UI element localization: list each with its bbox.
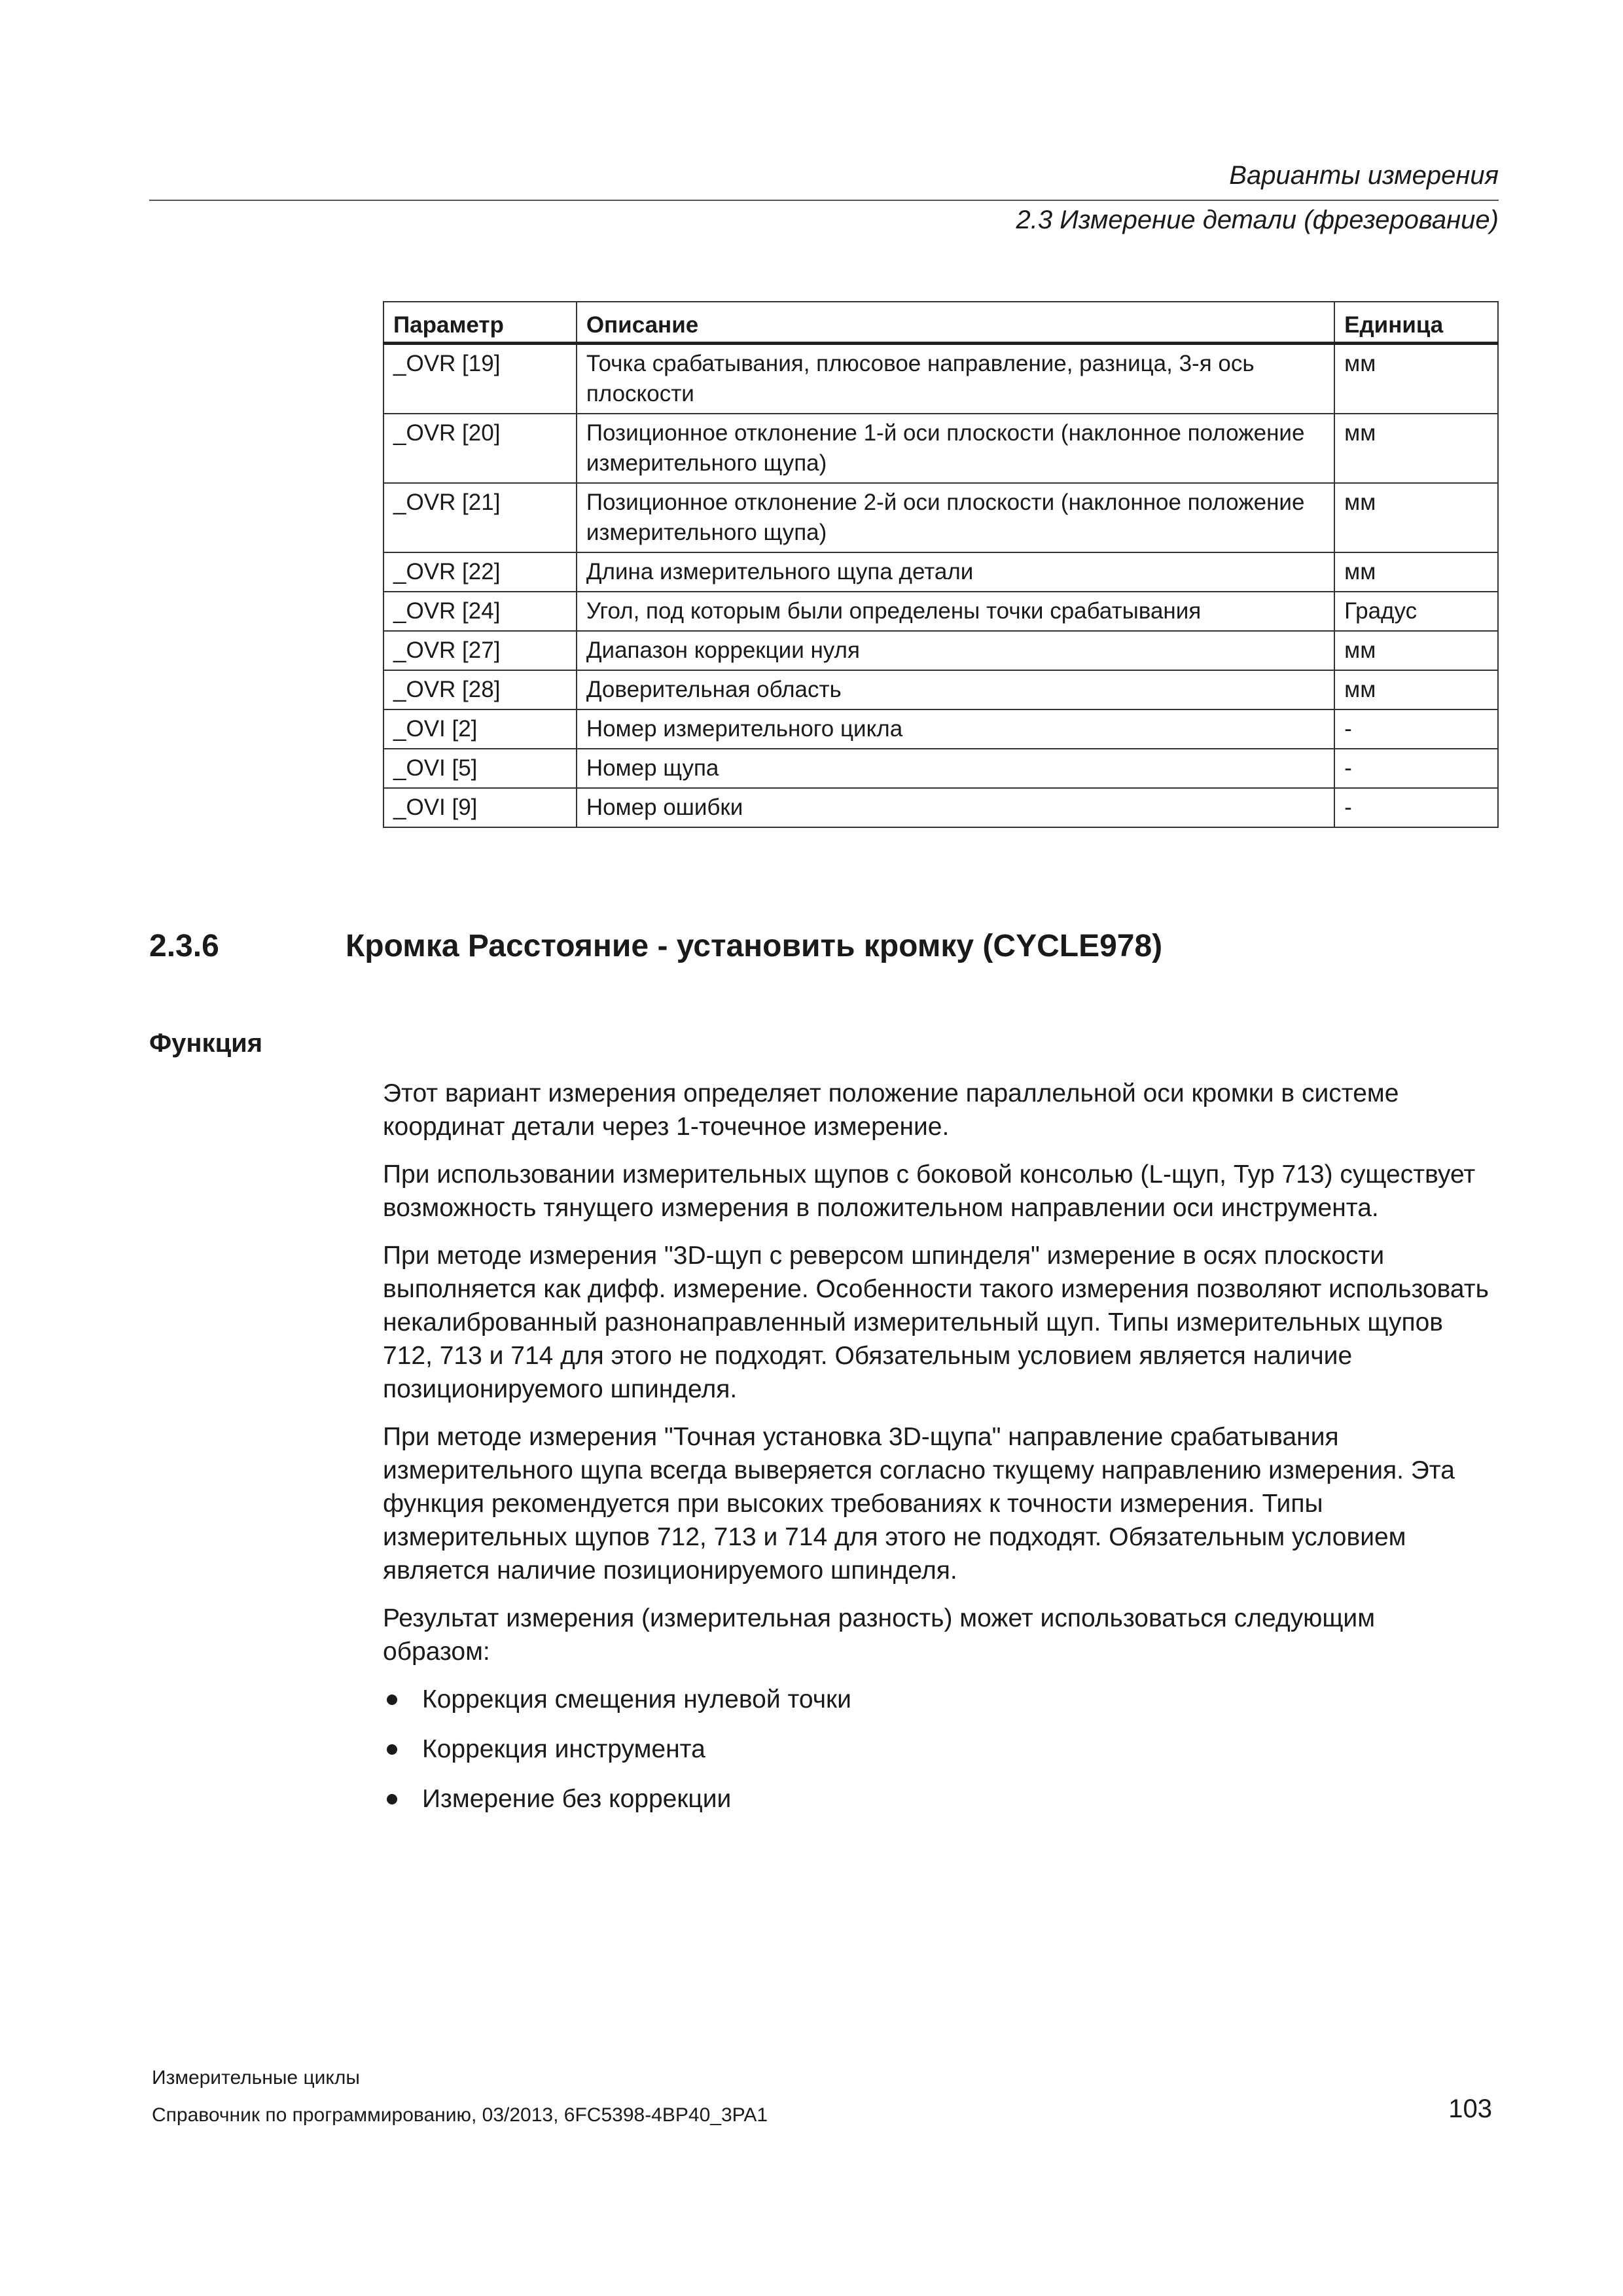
cell-unit: мм [1334,414,1498,483]
running-header-subtitle: 2.3 Измерение детали (фрезерование) [1016,206,1499,234]
cell-unit: мм [1334,344,1498,414]
paragraph: Этот вариант измерения определяет положение параллельной оси кромки в системе координат детали через 1-точечное измерение. [383,1079,1399,1141]
bullet-icon [387,1695,397,1705]
table-row [383,414,1498,483]
bullet-icon [387,1744,397,1755]
cell-desc: Позиционное отклонение 2-й оси плоскости (наклонное положение измерительного щупа) [577,483,1334,552]
column-header-unit: Единица [1334,302,1498,344]
table-row [383,709,1498,749]
cell-desc: Диапазон коррекции нуля [577,631,1334,670]
cell-desc: Номер щупа [577,749,1334,788]
cell-desc: Номер измерительного цикла [577,709,1334,749]
cell-unit: Градус [1334,592,1498,631]
paragraph: При использовании измерительных щупов с боковой консолью (L-щуп, Typ 713) существует возможность тянущего измерения в положительном направлении оси инструмента. [383,1160,1476,1222]
bullet-icon [387,1794,397,1804]
column-header-parameter: Параметр [383,302,577,344]
cell-unit: - [1334,709,1498,749]
cell-desc: Номер ошибки [577,788,1334,827]
cell-desc: Угол, под которым были определены точки срабатывания [577,592,1334,631]
table-row [383,552,1498,592]
list-item [383,1782,1489,1816]
cell-unit: - [1334,749,1498,788]
parameter-table [383,301,1499,828]
cell-param: _OVI [2] [383,709,577,749]
list-item-text: Измерение без коррекции [422,1785,732,1813]
cell-unit: мм [1334,552,1498,592]
cell-unit: мм [1334,631,1498,670]
paragraph: При методе измерения "3D-щуп с реверсом шпинделя" измерение в осях плоскости выполняется как дифф. измерение. Особенности такого измерения позволяют использовать некалиброванный разнонаправленный измерительный щуп. Типы измерительных щупов 712, 713 и 714 для этого не подходят. Обязательным условием является наличие позиционируемого шпинделя. [383,1242,1489,1403]
cell-param: _OVR [24] [383,592,577,631]
section-title: Кромка Расстояние - установить кромку (CYCLE978) [346,929,1163,963]
cell-param: _OVI [5] [383,749,577,788]
cell-unit: - [1334,788,1498,827]
cell-desc: Точка срабатывания, плюсовое направление, разница, 3-я ось плоскости [577,344,1334,414]
page-number: 103 [1448,2094,1492,2123]
cell-param: _OVI [9] [383,788,577,827]
cell-param: _OVR [21] [383,483,577,552]
table-row [383,592,1498,631]
list-item-text: Коррекция инструмента [422,1735,705,1763]
running-header-title: Варианты измерения [1229,161,1499,190]
cell-param: _OVR [22] [383,552,577,592]
bullet-list [383,1683,1489,1816]
cell-unit: мм [1334,670,1498,709]
list-item [383,1683,1489,1716]
table-row [383,631,1498,670]
paragraph: При методе измерения "Точная установка 3D-щупа" направление срабатывания измерительного щупа всегда выверяется согласно ткущему направлению измерения. Эта функция рекомендуется при высоких требованиях к точности измерения. Типы измерительных щупов 712, 713 и 714 для этого не подходят. Обязательным условием является наличие позиционируемого шпинделя. [383,1423,1455,1585]
section-number: 2.3.6 [149,929,219,963]
cell-param: _OVR [19] [383,344,577,414]
footer-document-title: Измерительные циклы [152,2067,360,2089]
list-item-text: Коррекция смещения нулевой точки [422,1685,851,1713]
cell-param: _OVR [28] [383,670,577,709]
column-header-description: Описание [577,302,1334,344]
table-row [383,344,1498,414]
subheading-function: Функция [149,1029,263,1058]
paragraph: Результат измерения (измерительная разность) может использоваться следующим образом: [383,1604,1376,1666]
table-row [383,749,1498,788]
footer-document-info: Справочник по программированию, 03/2013, 6FC5398-4BP40_3PA1 [152,2104,768,2126]
section-body [383,1077,1489,1832]
cell-param: _OVR [20] [383,414,577,483]
table-header-row [383,302,1498,344]
header-divider [149,200,1499,201]
list-item [383,1732,1489,1766]
table-row [383,670,1498,709]
cell-desc: Доверительная область [577,670,1334,709]
table-row [383,483,1498,552]
cell-param: _OVR [27] [383,631,577,670]
cell-desc: Длина измерительного щупа детали [577,552,1334,592]
cell-unit: мм [1334,483,1498,552]
table-row [383,788,1498,827]
cell-desc: Позиционное отклонение 1-й оси плоскости (наклонное положение измерительного щупа) [577,414,1334,483]
